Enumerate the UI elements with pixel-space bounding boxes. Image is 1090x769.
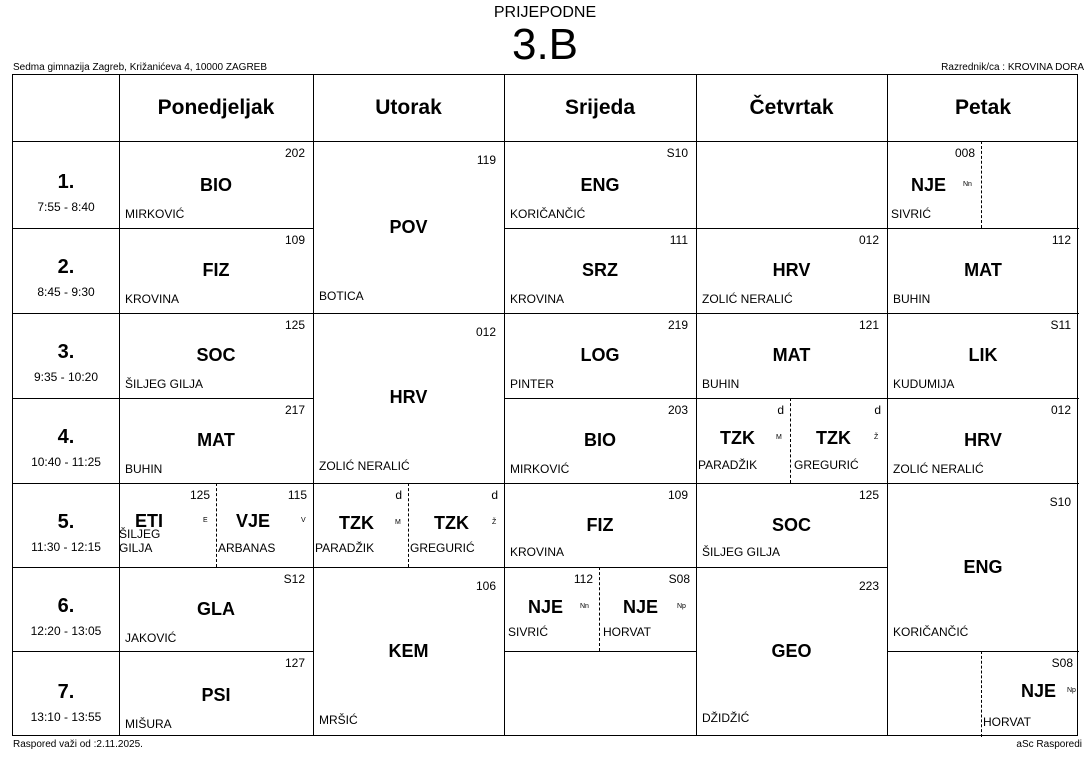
room-number: 012 (858, 233, 879, 247)
subject-code: TZK (339, 513, 374, 533)
room-number: 125 (189, 488, 210, 502)
teacher-name: ARBANAS (218, 541, 276, 555)
lesson-cell[interactable] (887, 398, 1079, 483)
room-number: 109 (667, 488, 688, 502)
teacher-name: BUHIN (125, 462, 163, 476)
subject-code: TZK (720, 428, 755, 448)
software-credit: aSc Rasporedi (1016, 739, 1082, 750)
period-number: 4. (57, 426, 75, 448)
subject-code: ENG (963, 557, 1003, 577)
teacher-name: ŠILJEG (119, 527, 161, 541)
lesson-cell[interactable] (119, 651, 313, 737)
lesson-cell[interactable] (119, 567, 313, 651)
period-number: 3. (57, 341, 75, 363)
period-time: 8:45 - 9:30 (37, 285, 95, 299)
timetable-grid (12, 74, 1078, 736)
teacher-name: KORIČANČIĆ (893, 625, 969, 639)
period-1 (13, 141, 119, 228)
teacher-name: ZOLIĆ NERALIĆ (319, 459, 410, 473)
teacher-name: KROVINA (510, 292, 565, 306)
subject-code: PSI (201, 685, 231, 705)
lesson-cell[interactable] (313, 313, 504, 483)
room-number: S10 (1049, 495, 1071, 509)
subject-code: NJE (623, 597, 659, 617)
subject-code: MAT (772, 345, 811, 365)
teacher-name: KROVINA (125, 292, 180, 306)
subject-code: BIO (583, 430, 616, 450)
teacher-name: BOTICA (319, 289, 364, 303)
subject-code: LOG (580, 345, 620, 365)
lesson-cell-group-b[interactable] (599, 567, 696, 651)
group-label: E (203, 517, 208, 524)
teacher-name: SIVRIĆ (891, 207, 932, 221)
room-number: 109 (284, 233, 305, 247)
lesson-cell[interactable] (313, 141, 504, 313)
period-number: 6. (57, 595, 75, 617)
period-number: 1. (57, 171, 75, 193)
room-number: d (874, 403, 881, 417)
lesson-cell-group-b[interactable] (981, 651, 1079, 737)
period-time: 9:35 - 10:20 (33, 370, 99, 384)
lesson-cell[interactable] (887, 228, 1079, 313)
teacher-name: MRŠIĆ (319, 713, 358, 727)
room-number: S11 (1050, 318, 1071, 332)
subject-code: HRV (772, 260, 811, 280)
period-time: 12:20 - 13:05 (30, 624, 102, 638)
room-number: 223 (858, 579, 879, 593)
teacher-name: KUDUMIJA (893, 377, 955, 391)
group-label: Np (677, 603, 686, 610)
room-number: d (777, 403, 784, 417)
day-header-wednesday: Srijeda (564, 96, 636, 119)
teacher-name: JAKOVIĆ (125, 631, 177, 645)
room-number: S08 (1051, 656, 1073, 670)
subject-code: SOC (771, 515, 811, 535)
group-label: Nn (580, 603, 589, 610)
room-number: 202 (284, 146, 305, 160)
group-label: V (301, 517, 306, 524)
group-label: Np (1067, 687, 1076, 694)
day-header-tuesday: Utorak (375, 96, 442, 119)
lesson-cell-group-a[interactable] (313, 483, 408, 567)
room-number: 112 (573, 572, 593, 586)
period-6 (13, 567, 119, 651)
teacher-name: HORVAT (603, 625, 652, 639)
period-5 (13, 483, 119, 567)
lesson-cell[interactable] (504, 141, 696, 228)
period-number: 2. (57, 256, 75, 278)
lesson-cell[interactable] (504, 398, 696, 483)
room-number: d (491, 488, 498, 502)
subject-code: ENG (580, 175, 620, 195)
room-number: 115 (287, 488, 307, 502)
lesson-cell[interactable] (504, 313, 696, 398)
room-number: 119 (476, 153, 496, 167)
subject-code: POV (389, 217, 428, 237)
teacher-name: GREGURIĆ (410, 541, 475, 555)
teacher-name: KORIČANČIĆ (510, 207, 586, 221)
period-3 (13, 313, 119, 398)
lesson-cell[interactable] (696, 313, 887, 398)
subject-code: SRZ (582, 260, 618, 280)
subject-code: LIK (968, 345, 998, 365)
teacher-name: BUHIN (702, 377, 740, 391)
day-header-monday: Ponedjeljak (157, 96, 275, 119)
room-number: 111 (669, 233, 688, 247)
room-number: 125 (284, 318, 305, 332)
teacher-name: HORVAT (983, 715, 1032, 729)
period-number: 7. (57, 681, 75, 703)
valid-from-note: Raspored važi od :2.11.2025. (13, 739, 143, 750)
teacher-name: GILJA (119, 541, 153, 555)
period-number: 5. (57, 511, 75, 533)
room-number: 127 (284, 656, 305, 670)
room-number: 125 (858, 488, 879, 502)
subject-code: TZK (434, 513, 469, 533)
lesson-cell[interactable] (119, 398, 313, 483)
subject-code: NJE (528, 597, 564, 617)
period-7 (13, 651, 119, 737)
group-label: M (395, 519, 401, 526)
day-header-thursday: Četvrtak (749, 96, 834, 119)
period-time: 11:30 - 12:15 (31, 540, 101, 554)
teacher-name: ZOLIĆ NERALIĆ (702, 292, 793, 306)
subject-code: HRV (964, 430, 1002, 450)
lesson-cell-group-a[interactable] (696, 398, 790, 483)
subject-code: NJE (1021, 681, 1057, 701)
room-number: 012 (475, 325, 496, 339)
room-number: 008 (954, 146, 975, 160)
teacher-name: MIRKOVIĆ (510, 462, 570, 476)
period-time: 10:40 - 11:25 (31, 455, 101, 469)
lesson-cell[interactable] (119, 313, 313, 398)
subject-code: TZK (816, 428, 851, 448)
teacher-name: PINTER (510, 377, 555, 391)
teacher-name: DŽIDŽIĆ (702, 711, 750, 725)
teacher-name: MIŠURA (125, 717, 172, 731)
group-label: M (776, 434, 782, 441)
group-label: Ž (874, 434, 879, 441)
school-address: Sedma gimnazija Zagreb, Križanićeva 4, 10000 ZAGREB (13, 62, 268, 73)
teacher-name: GREGURIĆ (794, 458, 859, 472)
lesson-cell[interactable] (119, 228, 313, 313)
teacher-name: BUHIN (893, 292, 931, 306)
room-number: 203 (667, 403, 688, 417)
room-number: 219 (667, 318, 688, 332)
lesson-cell[interactable] (887, 483, 1079, 651)
period-time: 13:10 - 13:55 (30, 710, 102, 724)
subject-code: VJE (236, 511, 271, 531)
room-number: 012 (1050, 403, 1071, 417)
lesson-cell-group-b[interactable] (216, 483, 313, 567)
teacher-name: MIRKOVIĆ (125, 207, 185, 221)
room-number: 121 (858, 318, 879, 332)
lesson-cell[interactable] (313, 567, 504, 737)
lesson-cell[interactable] (119, 141, 313, 228)
room-number: S10 (666, 146, 688, 160)
lesson-cell-group-b[interactable] (408, 483, 504, 567)
subject-code: BIO (199, 175, 232, 195)
subject-code: SOC (196, 345, 236, 365)
room-number: 217 (284, 403, 305, 417)
room-number: d (395, 488, 402, 502)
subject-code: KEM (388, 641, 429, 661)
lesson-cell-group-b[interactable] (790, 398, 887, 483)
day-header-friday: Petak (954, 96, 1012, 119)
room-number: 112 (1051, 233, 1071, 247)
subject-code: NJE (911, 175, 947, 195)
subject-code: FIZ (202, 260, 230, 280)
group-label: Nn (963, 181, 972, 188)
subject-code: GLA (197, 599, 235, 619)
room-number: S08 (668, 572, 690, 586)
teacher-name: ŠILJEG GILJA (125, 377, 204, 391)
subject-code: MAT (197, 430, 235, 450)
subject-code: ETI (135, 511, 164, 531)
lesson-cell[interactable] (696, 483, 887, 567)
room-number: S12 (283, 572, 305, 586)
teacher-name: ŠILJEG GILJA (702, 545, 781, 559)
period-4 (13, 398, 119, 483)
subject-code: HRV (389, 387, 428, 407)
lesson-cell-group-a[interactable] (119, 483, 216, 567)
shift-label: PRIJEPODNE (493, 4, 597, 21)
group-label: Ž (492, 519, 497, 526)
teacher-name: PARADŽIK (698, 458, 758, 472)
period-time: 7:55 - 8:40 (37, 200, 95, 214)
subject-code: GEO (771, 641, 812, 661)
teacher-name: SIVRIĆ (508, 625, 549, 639)
teacher-name: ZOLIĆ NERALIĆ (893, 462, 984, 476)
lesson-cell[interactable] (887, 313, 1079, 398)
period-2 (13, 228, 119, 313)
lesson-cell-group-a[interactable] (504, 567, 599, 651)
lesson-cell[interactable] (696, 567, 887, 737)
lesson-cell[interactable] (696, 228, 887, 313)
lesson-cell[interactable] (504, 483, 696, 567)
subject-code: MAT (964, 260, 1002, 280)
lesson-cell-group-a[interactable] (887, 141, 981, 228)
class-name: 3.B (511, 20, 579, 69)
teacher-name: PARADŽIK (315, 541, 375, 555)
teacher-name: KROVINA (510, 545, 565, 559)
room-number: 106 (475, 579, 496, 593)
subject-code: FIZ (586, 515, 614, 535)
lesson-cell[interactable] (504, 228, 696, 313)
homeroom-teacher: Razrednik/ca : KROVINA DORA (941, 62, 1084, 73)
